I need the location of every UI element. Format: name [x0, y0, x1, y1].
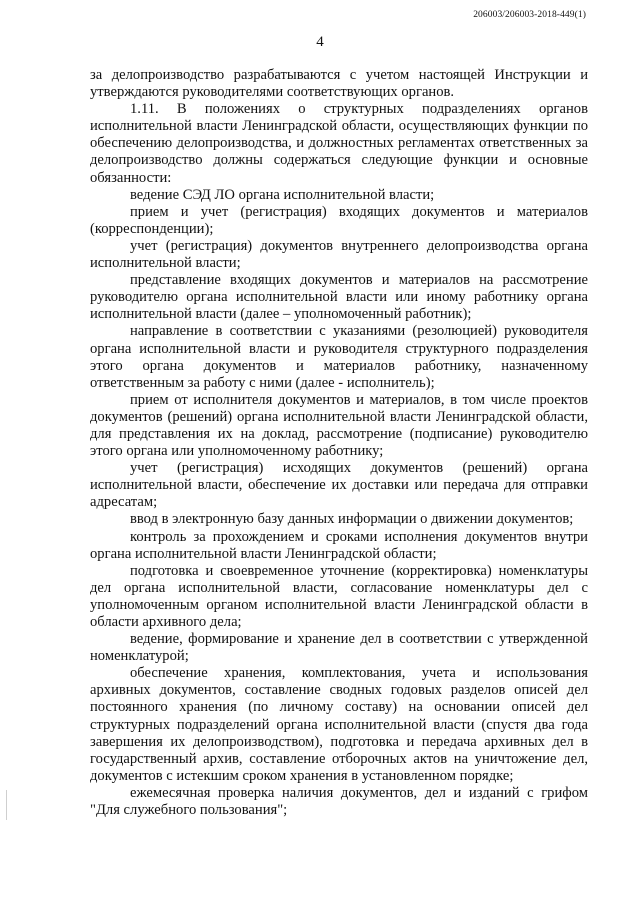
- scan-edge-mark: [6, 790, 7, 820]
- document-body: [90, 67, 588, 819]
- duty-item: подготовка и своевременное уточнение (корректировка) номенклатуры дел органа исполнительной власти, согласование номенклатуры дел с уполномоченным органом исполнительной власти Ленинградской области в области архивного дела;: [90, 562, 588, 630]
- duty-item: ведение СЭД ЛО органа исполнительной власти;: [130, 186, 435, 203]
- paragraph-continuation: за делопроизводство разрабатываются с учетом настоящей Инструкции и утверждаются руководителями соответствующих органов.: [90, 67, 588, 101]
- duty-item: ввод в электронную базу данных информации о движении документов;: [130, 511, 574, 528]
- duty-item: прием от исполнителя документов и материалов, в том числе проектов документов (решений) органа исполнительной власти Ленинградской области, для представления их на доклад, рассмотрение (подписание) руководителю этого органа или уполномоченному работнику;: [90, 391, 588, 460]
- duty-item: обеспечение хранения, комплектования, учета и использования архивных документов, составление сводных годовых разделов описей дел постоянного хранения (по личному составу) на основании описей дел структурных подразделений органа исполнительной власти (спустя два года завершения их делопроизводством), подготовка и передача архивных дел в государственный архив, составление отборочных актов на уничтожение дел, документов с истекшим сроком хранения в установленном порядке;: [90, 665, 588, 784]
- duty-item: ежемесячная проверка наличия документов, дел и изданий с грифом "Для служебного пользования";: [90, 784, 588, 819]
- paragraph-section-1-11: 1.11. В положениях о структурных подразделениях органов исполнительной власти Ленинградской области, осуществляющих функции по обеспечению делопроизводства, и должностных регламентах ответственных за делопроизводство должны содержаться следующие функции и основные обязанности:: [90, 101, 588, 186]
- page-number: 4: [316, 34, 324, 50]
- duty-item: учет (регистрация) исходящих документов (решений) органа исполнительной власти, обеспечение их доставки или передача для отправки адресатам;: [90, 460, 588, 511]
- duty-item: представление входящих документов и материалов на рассмотрение руководителю органа исполнительной власти или иному работнику органа исполнительной власти (далее – уполномоченный работник);: [90, 272, 588, 323]
- duty-item: ведение, формирование и хранение дел в соответствии с утвержденной номенклатурой;: [90, 631, 588, 665]
- duty-item: учет (регистрация) документов внутреннего делопроизводства органа исполнительной власти;: [90, 237, 588, 272]
- duty-item: контроль за прохождением и сроками исполнения документов внутри органа исполнительной власти Ленинградской области;: [90, 528, 588, 562]
- duty-item: прием и учет (регистрация) входящих документов и материалов (корреспонденции);: [90, 203, 588, 237]
- duty-item: направление в соответствии с указаниями (резолюцией) руководителя органа исполнительной власти и руководителя структурного подразделения этого органа документов и материалов работнику, назначенному ответственным за работу с ними (далее - исполнитель);: [90, 323, 588, 391]
- document-code: 206003/206003-2018-449(1): [473, 10, 586, 20]
